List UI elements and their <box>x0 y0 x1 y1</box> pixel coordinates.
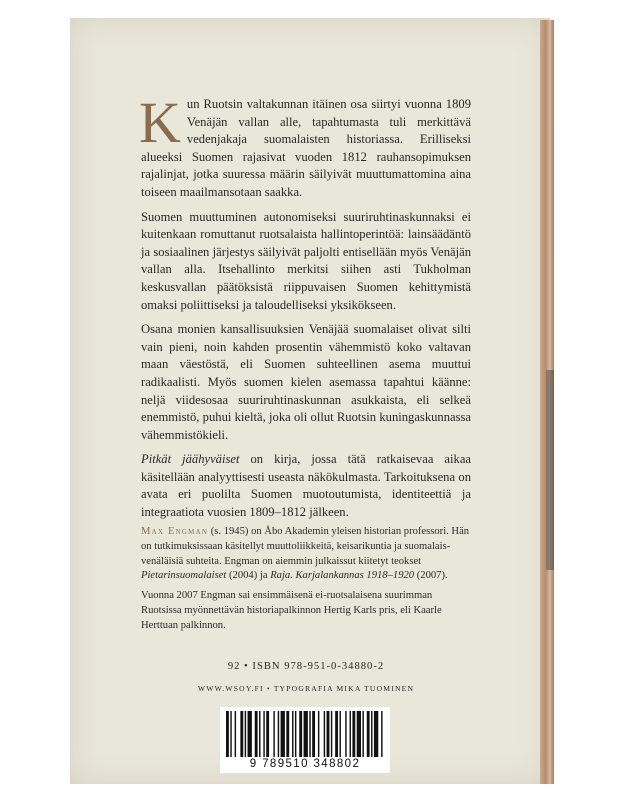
barcode-bar <box>255 711 258 757</box>
book-title: Pitkät jäähyväiset <box>141 452 240 467</box>
blurb-paragraph-2: Suomen muuttuminen autonomiseksi suuriruhtinaskunnaksi ei kuitenkaan romuttanut ruotsalaista hallintoperintöä: lainsäädäntö ja sosiaalinen järjestys säilyivät paljolti entisellään myös Venäjän vallan alla. Itsehallinto merkitsi siihen asti Tukholman keskusvallan päätöksistä riippuvaisen Suomen kehittymistä omaksi poliittiseksi ja taloudelliseksi yksikökseen. <box>141 209 471 312</box>
barcode-bar <box>345 711 346 757</box>
blurb-paragraph-4 <box>141 451 471 521</box>
barcode-bar <box>350 711 351 757</box>
barcode-bar <box>286 711 289 757</box>
paragraph-1-text: un Ruotsin valtakunnan itäinen osa siirtyi vuonna 1809 Venäjän vallan alle, tapahtumasta tuli merkittävä vedenjakaja suomalaisten historiassa. Erilliseksi alueeksi Suomen rajasivat vuoden 1812 rauhansopimuksen rajalinjat, jotka suuressa määrin säilyivät muuttumattomina aina toiseen maailmansotaan saakka. <box>141 97 471 199</box>
barcode-bar <box>352 711 355 757</box>
author-bio <box>141 525 471 639</box>
barcode-bar <box>381 711 382 757</box>
barcode-bar <box>367 711 370 757</box>
barcode-bar <box>304 711 308 757</box>
barcode-bar <box>245 711 246 757</box>
blurb-paragraph-3: Osana monien kansallisuuksien Venäjää suomalaiset olivat silti vain pieni, noin kahden prosentin vähemmistö koko valtavan maan väestöstä, eli Suomen suhteellinen asema muuttui radikaalisti. Myös suomen kielen asemassa tapahtui käänne: neljä viidesosaa suuriruhtinaskunnan asukkaista, eli selkeä enemmistö, puhui kieltä, joka oli ollut Ruotsin kuningaskunnassa vähemmistökieli. <box>141 322 471 442</box>
author-bio-text-a: (s. 1945) on Åbo Akademin yleisen historian professori. Hän on tutkimuksissaan käsitellyt muuttoliikkeitä, keisarikuntia ja suomalais-venäläisiä suhteita. Engman on aiemmin julkaissut kiitetyt teokset <box>141 526 470 567</box>
barcode-bar <box>263 711 264 757</box>
blurb-paragraph-1 <box>139 90 471 202</box>
barcode-bars <box>226 711 384 757</box>
barcode-bar <box>273 711 274 757</box>
drop-cap: K <box>139 90 181 155</box>
spine-band <box>546 370 554 570</box>
barcode-bar <box>292 711 293 757</box>
barcode-bar <box>371 711 372 757</box>
barcode-bar <box>318 711 319 757</box>
barcode-bar <box>357 711 361 757</box>
isbn-line: 92 • ISBN 978-951-0-34880-2 <box>227 661 385 672</box>
barcode-bar <box>240 711 243 757</box>
barcode-bar <box>339 711 340 757</box>
barcode-bar <box>331 711 332 757</box>
barcode-bar <box>309 711 310 757</box>
previous-book-2: Raja. Karjalankannas 1918–1920 <box>270 570 415 582</box>
barcode-bar <box>324 711 325 757</box>
barcode-bar <box>230 711 231 757</box>
barcode-number: 9 789510 348802 <box>249 758 361 770</box>
barcode-bar <box>266 711 269 757</box>
barcode-bar <box>299 711 302 757</box>
barcode-bar <box>235 711 236 757</box>
previous-book-1: Pietarinsuomalaiset <box>141 570 227 582</box>
barcode-bar <box>281 711 285 757</box>
barcode-bar <box>374 711 378 757</box>
blurb-text <box>139 90 471 529</box>
barcode-bar <box>327 711 330 757</box>
paragraph-4-text: on kirja, jossa tätä ratkaisevaa aikaa käsitellään analyyttisesti useasta näkökulmasta. Tarkoituksena on avata eri puolilta Suomen muotoutumista, identiteettiä ja integraatiota vuosien 1809–1812 jälkeen. <box>141 452 471 520</box>
barcode-bar <box>335 711 338 757</box>
publisher-line: WWW.WSOY.FI • TYPOGRAFIA MIKA TUOMINEN <box>197 684 415 693</box>
barcode <box>220 707 390 773</box>
author-name: Max Engman <box>141 526 209 537</box>
barcode-bar <box>226 711 229 757</box>
author-award: Vuonna 2007 Engman sai ensimmäisenä ei-ruotsalaisena suurimman Ruotsissa myönnettävän historiapalkinnon Hertig Karls pris, eli Kaarle Herttuan palkinnon. <box>141 590 442 631</box>
barcode-bar <box>259 711 260 757</box>
barcode-bar <box>362 711 363 757</box>
barcode-bar <box>312 711 315 757</box>
author-bio-paragraph <box>141 525 471 584</box>
barcode-bar <box>278 711 279 757</box>
author-bio-text-b: (2004) ja <box>226 570 271 582</box>
barcode-bar <box>295 711 296 757</box>
barcode-bar <box>248 711 252 757</box>
author-bio-text-c: (2007). <box>414 570 448 582</box>
